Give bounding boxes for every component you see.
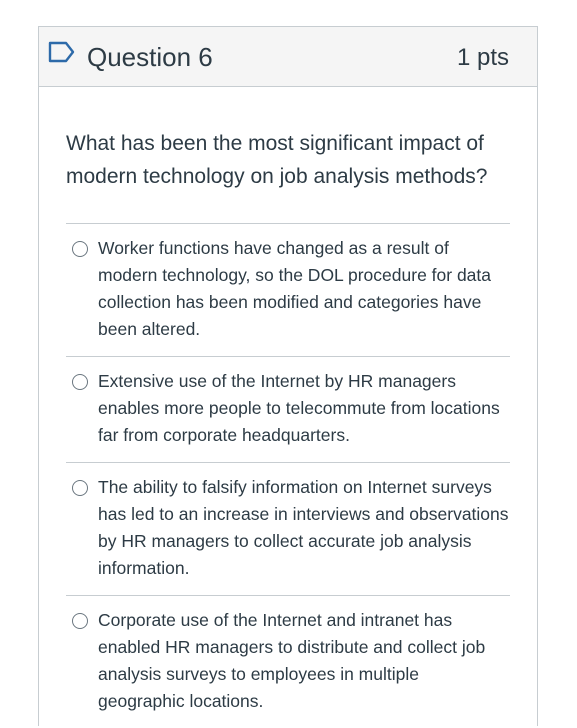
answer-label: Extensive use of the Internet by HR managers enables more people to telecommute from locations far from corporate headquarters. bbox=[98, 371, 500, 445]
answer-list bbox=[66, 223, 510, 728]
flag-outline-icon[interactable] bbox=[48, 41, 76, 63]
answer-option[interactable] bbox=[66, 356, 510, 462]
radio-button[interactable] bbox=[72, 241, 88, 257]
radio-button[interactable] bbox=[72, 480, 88, 496]
answer-label: Corporate use of the Internet and intranet has enabled HR managers to distribute and collect job analysis surveys to employees in multiple geographic locations. bbox=[98, 610, 486, 711]
question-points: 1 pts bbox=[456, 44, 509, 71]
question-title: Question 6 bbox=[87, 42, 213, 72]
question-text: What has been the most significant impact of modern technology on job analysis methods? bbox=[66, 132, 488, 188]
answer-label: The ability to falsify information on Internet surveys has led to an increase in interviews and observations by HR managers to collect accurate job analysis information. bbox=[98, 477, 509, 578]
radio-button[interactable] bbox=[72, 613, 88, 629]
question-card bbox=[38, 26, 538, 726]
question-body bbox=[39, 87, 537, 728]
answer-label: Worker functions have changed as a result of modern technology, so the DOL procedure for data collection has been modified and categories have been altered. bbox=[98, 238, 492, 339]
answer-option[interactable] bbox=[66, 462, 510, 595]
radio-button[interactable] bbox=[72, 374, 88, 390]
answer-option[interactable] bbox=[66, 595, 510, 728]
answer-option[interactable] bbox=[66, 223, 510, 356]
question-header bbox=[39, 27, 537, 87]
